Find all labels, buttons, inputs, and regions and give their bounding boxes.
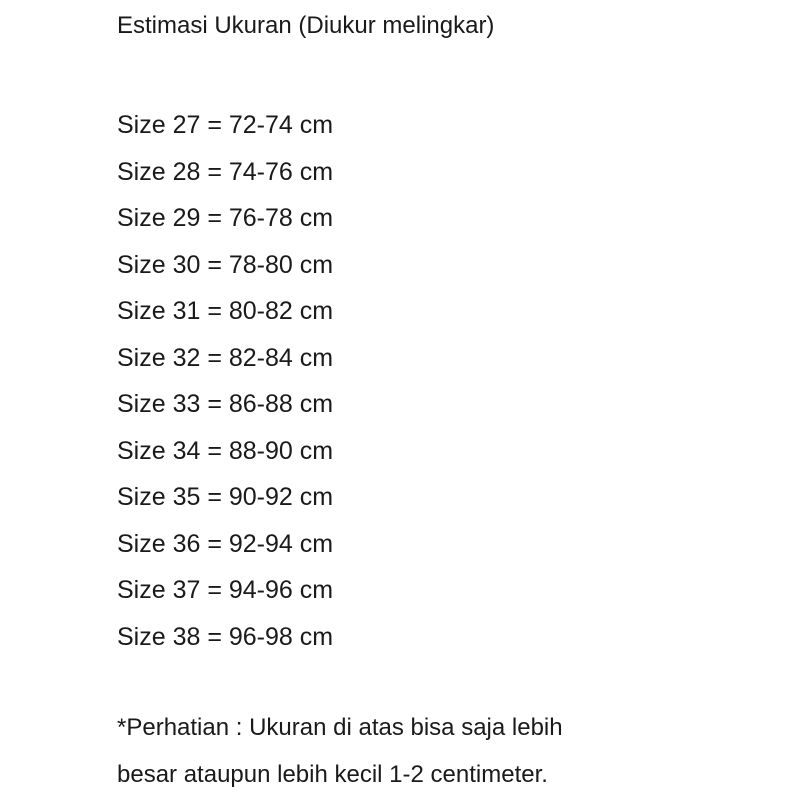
size-list-item: Size 32 = 82-84 cm (117, 343, 334, 372)
size-list-item: Size 27 = 72-74 cm (117, 111, 334, 139)
disclaimer-note (117, 704, 563, 798)
size-list-item: Size 31 = 80-82 cm (117, 297, 334, 325)
size-list-item: Size 29 = 76-78 cm (117, 204, 334, 232)
size-list-item: Size 30 = 78-80 cm (117, 250, 334, 279)
note-line: *Perhatian : Ukuran di atas bisa saja lebih (117, 714, 563, 741)
note-line: besar ataupun lebih kecil 1-2 centimeter. (117, 761, 548, 788)
size-list-item: Size 34 = 88-90 cm (117, 436, 334, 465)
size-list-item: Size 35 = 90-92 cm (117, 483, 334, 511)
size-list-item: Size 37 = 94-96 cm (117, 576, 334, 604)
size-list-item: Size 28 = 74-76 cm (117, 157, 334, 186)
size-list-item: Size 36 = 92-94 cm (117, 529, 334, 558)
size-list-item: Size 33 = 86-88 cm (117, 390, 334, 418)
size-list (117, 102, 333, 660)
page-title: Estimasi Ukuran (Diukur melingkar) (117, 12, 495, 39)
size-list-item: Size 38 = 96-98 cm (117, 622, 334, 651)
